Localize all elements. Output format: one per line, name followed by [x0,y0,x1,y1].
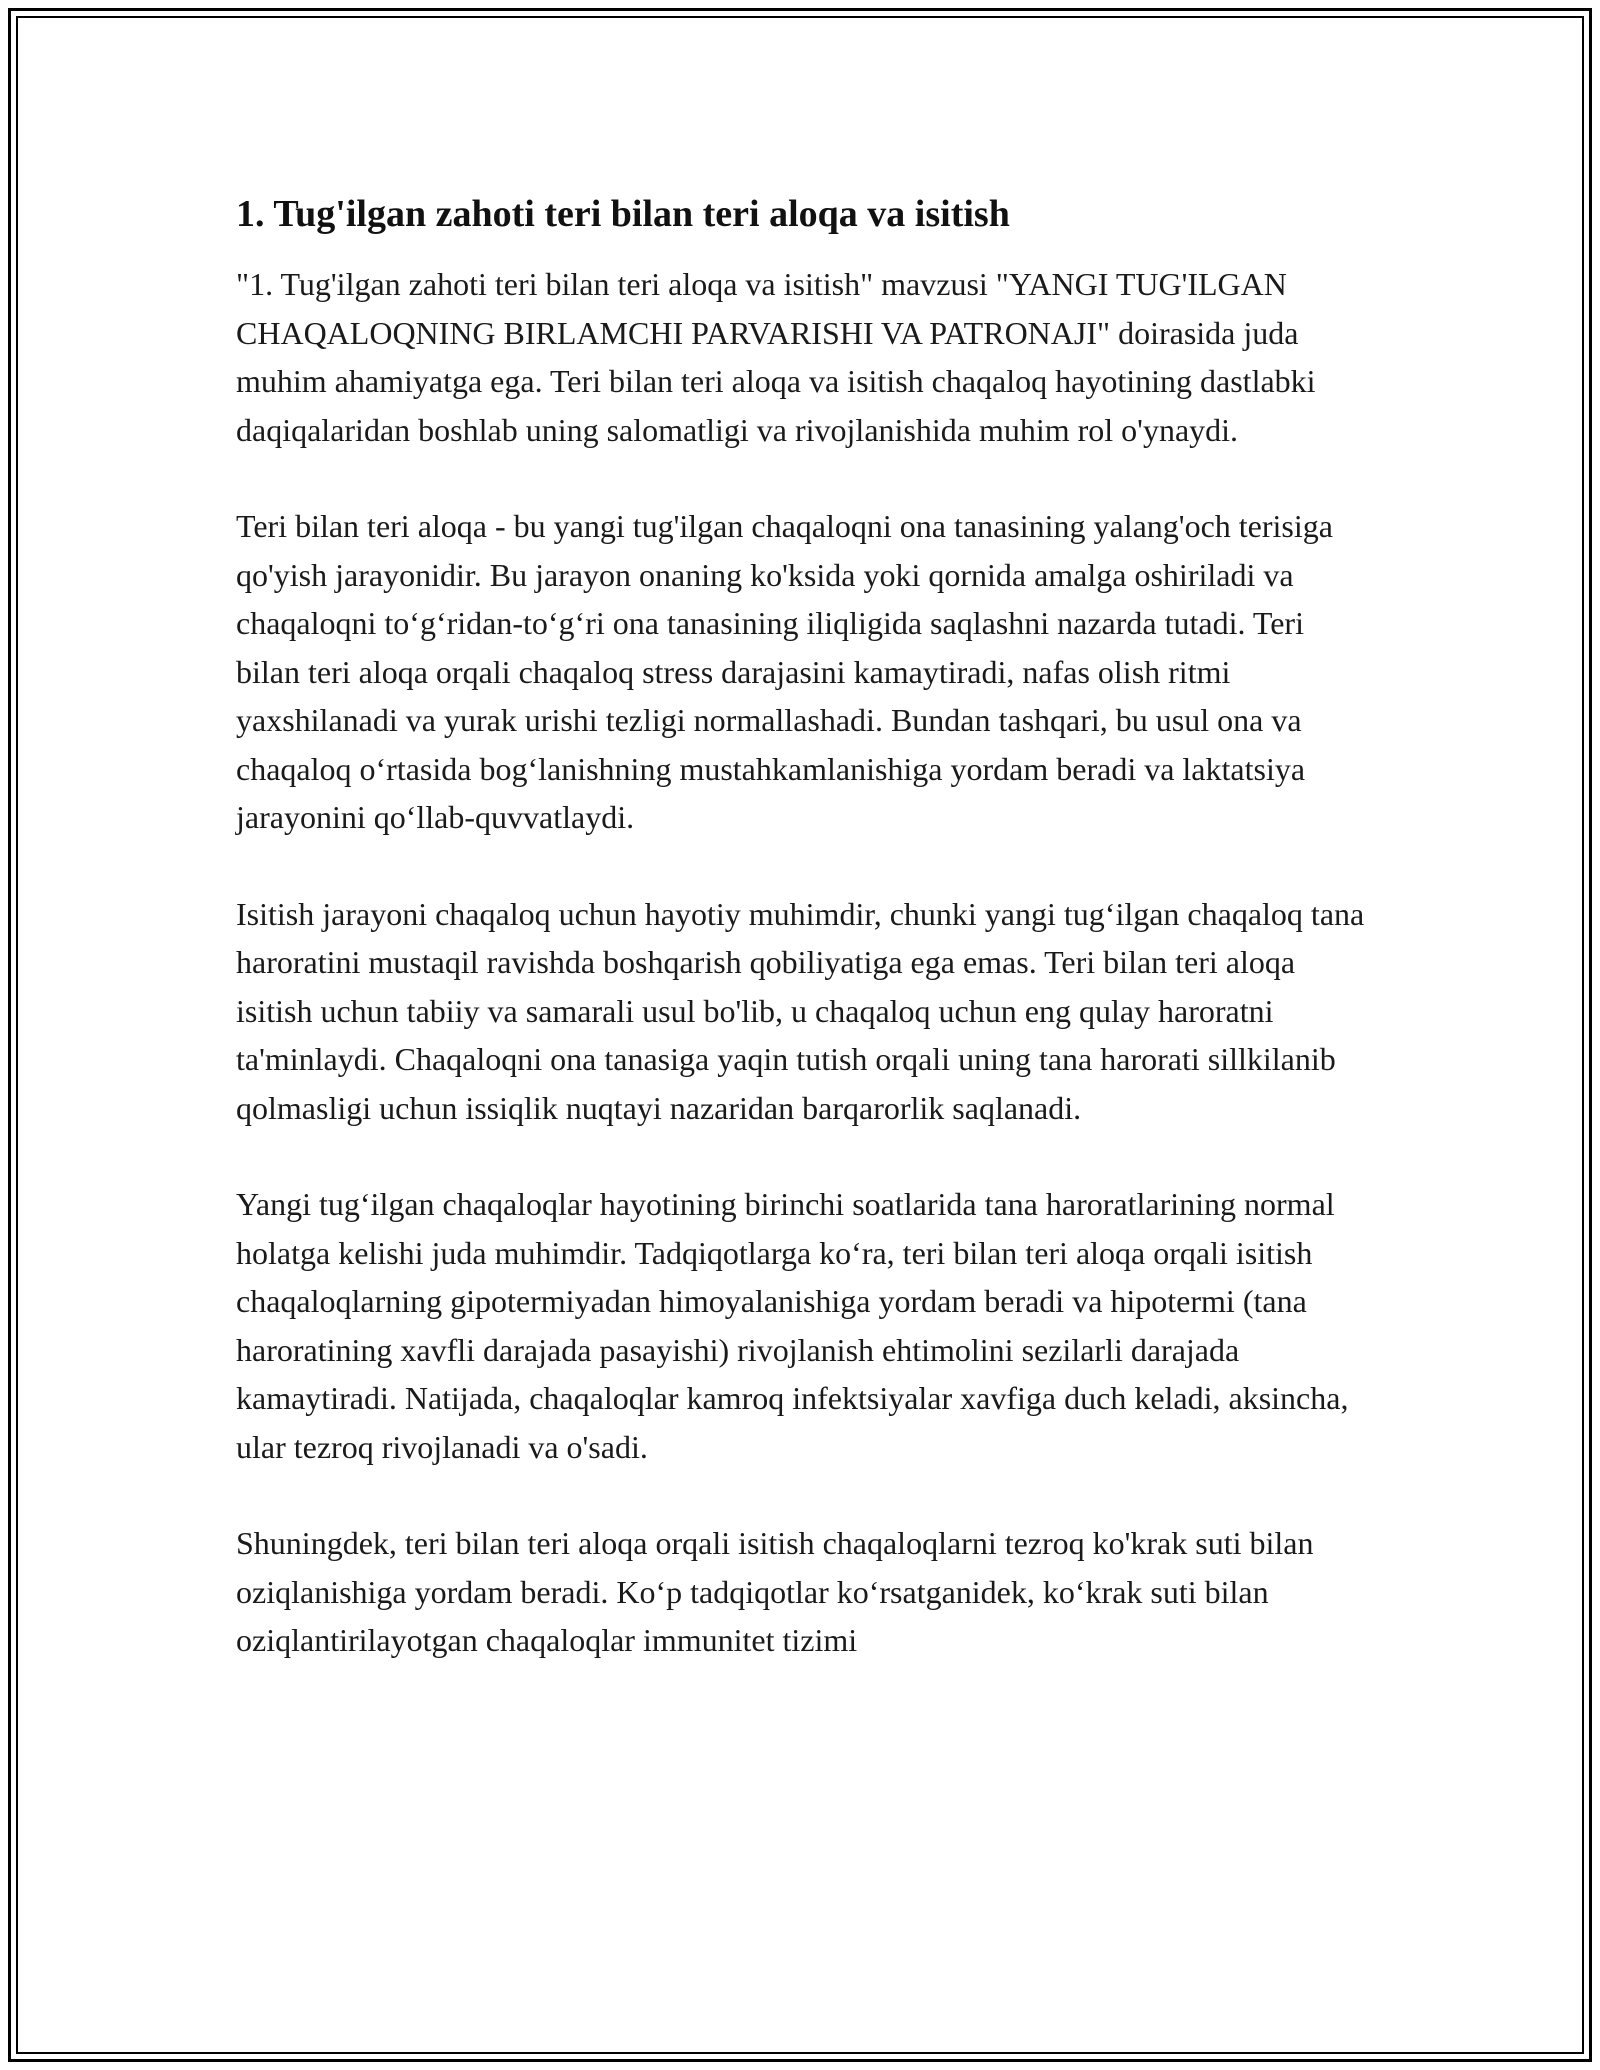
document-body [236,188,1366,1665]
paragraph-warming: Isitish jarayoni chaqaloq uchun hayotiy muhimdir, chunki yangi tug‘ilgan chaqaloq tana haroratini mustaqil ravishda boshqarish qobiliyatiga ega emas. Teri bilan teri aloqa isitish uchun tabiiy va samarali usul bo'lib, u chaqaloq uchun eng qulay haroratni ta'minlaydi. Chaqaloqni ona tanasiga yaqin tutish orqali uning tana harorati sillkilanib qolmasligi uchun issiqlik nuqtayi nazaridan barqarorlik saqlanadi. [236,895,1365,1126]
paragraph-temperature: Yangi tug‘ilgan chaqaloqlar hayotining birinchi soatlarida tana haroratlarining normal holatga kelishi juda muhimdir. Tadqiqotlarga ko‘ra, teri bilan teri aloqa orqali isitish chaqaloqlarning gipotermiyadan himoyalanishiga yordam beradi va hipotermi (tana haroratining xavfli darajada pasayishi) rivojlanish ehtimolini sezilarli darajada kamaytiradi. Natijada, chaqaloqlar kamroq infektsiyalar xavfiga duch keladi, aksincha, ular tezroq rivojlanadi va o'sadi. [236,1186,1349,1465]
paragraph-intro: "1. Tug'ilgan zahoti teri bilan teri aloqa va isitish" mavzusi "YANGI TUG'ILGAN CHAQALOQNING BIRLAMCHI PARVARISHI VA PATRONAJI" doirasida juda muhim ahamiyatga ega. Teri bilan teri aloqa va isitish chaqaloq hayotining dastlabki daqiqalaridan boshlab uning salomatligi va rivojlanishida muhim rol o'ynaydi. [236,266,1316,448]
paragraph-breastfeeding: Shuningdek, teri bilan teri aloqa orqali isitish chaqaloqlarni tezroq ko'krak suti bilan oziqlanishiga yordam beradi. Ko‘p tadqiqotlar ko‘rsatganidek, ko‘krak suti bilan oziqlantirilayotgan chaqaloqlar immunitet tizimi [236,1525,1314,1658]
document-title: 1. Tug'ilgan zahoti teri bilan teri aloqa va isitish [236,193,1010,235]
paragraph-skin-contact: Teri bilan teri aloqa - bu yangi tug'ilgan chaqaloqni ona tanasining yalang'och terisiga qo'yish jarayonidir. Bu jarayon onaning ko'ksida yoki qornida amalga oshiriladi va chaqaloqni to‘g‘ridan-to‘g‘ri ona tanasining iliqligida saqlashni nazarda tutadi. Teri bilan teri aloqa orqali chaqaloq stress darajasini kamaytiradi, nafas olish ritmi yaxshilanadi va yurak urishi tezligi normallashadi. Bundan tashqari, bu usul ona va chaqaloq o‘rtasida bog‘lanishning mustahkamlanishiga yordam beradi va laktatsiya jarayonini qo‘llab-quvvatlaydi. [236,508,1333,835]
